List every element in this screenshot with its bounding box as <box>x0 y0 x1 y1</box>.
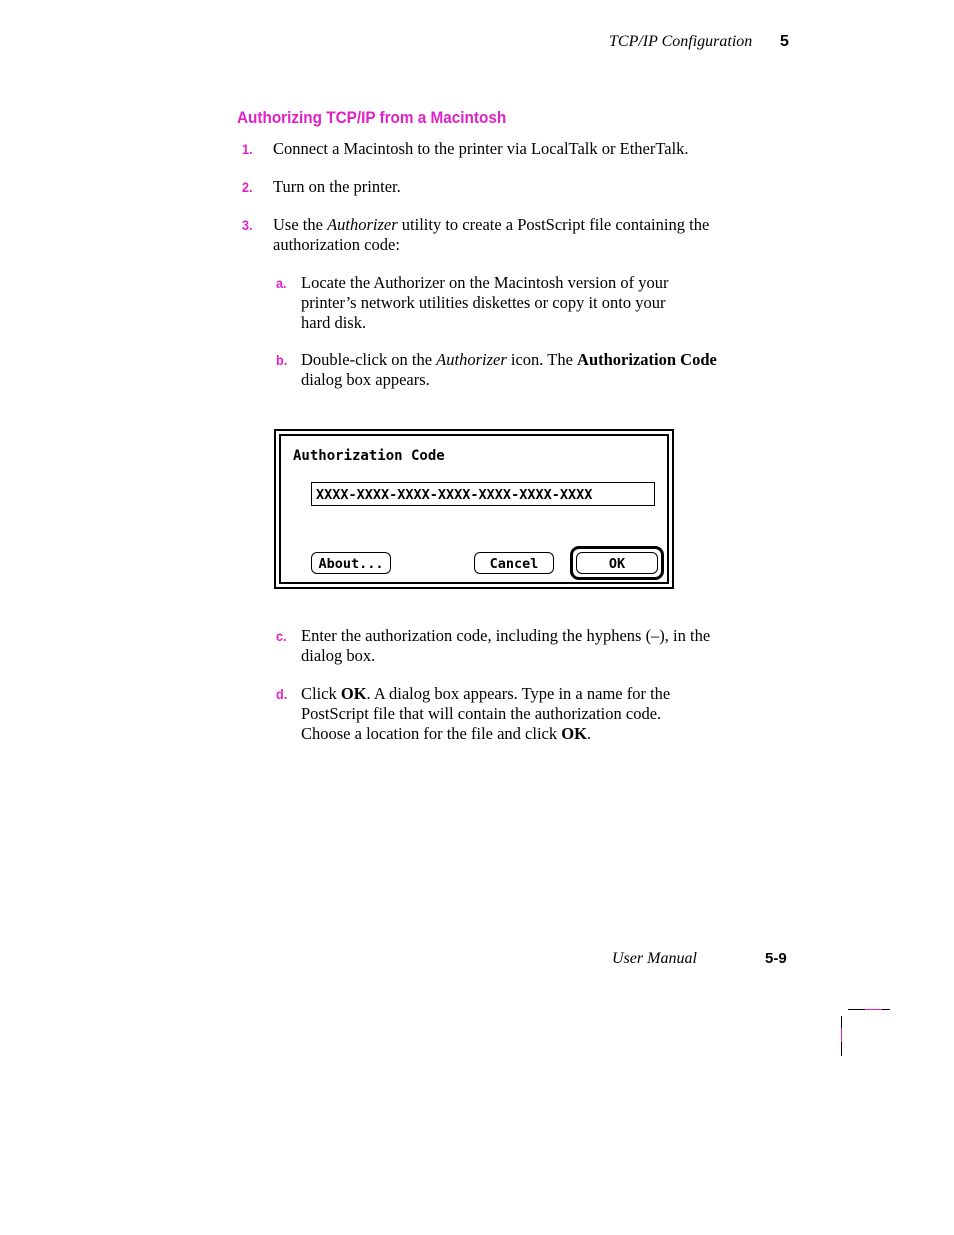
substep-label: d. <box>276 686 288 702</box>
authorization-code-dialog <box>274 429 674 589</box>
footer-title: User Manual <box>612 950 697 967</box>
substep-text: Locate the Authorizer on the Macintosh version of your printer’s network utilities diskettes or copy it onto your hard disk. <box>301 273 669 332</box>
substep-label: a. <box>276 275 287 291</box>
running-header-title: TCP/IP Configuration <box>609 33 753 50</box>
substep-text: Click OK. A dialog box appears. Type in a name for the PostScript file that will contain the authorization code. Choose a location for the file and click OK. <box>301 684 671 743</box>
substep-text: Enter the authorization code, including the hyphens (–), in the dialog box. <box>301 626 711 665</box>
substep-label: b. <box>276 352 288 368</box>
ok-button[interactable]: OK <box>576 552 658 574</box>
cancel-button[interactable]: Cancel <box>474 552 554 574</box>
page-number: 5-9 <box>765 950 787 967</box>
crop-mark-accent <box>841 1028 842 1042</box>
about-button[interactable]: About... <box>311 552 391 574</box>
default-button-ring <box>570 546 664 580</box>
dialog-frame <box>279 434 669 584</box>
crop-mark-accent <box>865 1009 882 1010</box>
step-number: 1. <box>242 141 253 157</box>
step-text: Connect a Macintosh to the printer via LocalTalk or EtherTalk. <box>273 139 689 158</box>
chapter-number: 5 <box>780 33 789 50</box>
step-number: 2. <box>242 179 253 195</box>
substep-text: Double-click on the Authorizer icon. The Authorization Code dialog box appears. <box>301 350 717 389</box>
step-number: 3. <box>242 217 253 233</box>
step-text: Use the Authorizer utility to create a PostScript file containing the authorization code: <box>273 215 710 254</box>
dialog-title: Authorization Code <box>293 448 445 464</box>
authorization-code-input[interactable]: XXXX-XXXX-XXXX-XXXX-XXXX-XXXX-XXXX <box>311 482 655 506</box>
step-text: Turn on the printer. <box>273 177 401 196</box>
section-title: Authorizing TCP/IP from a Macintosh <box>237 108 507 127</box>
substep-label: c. <box>276 628 287 644</box>
